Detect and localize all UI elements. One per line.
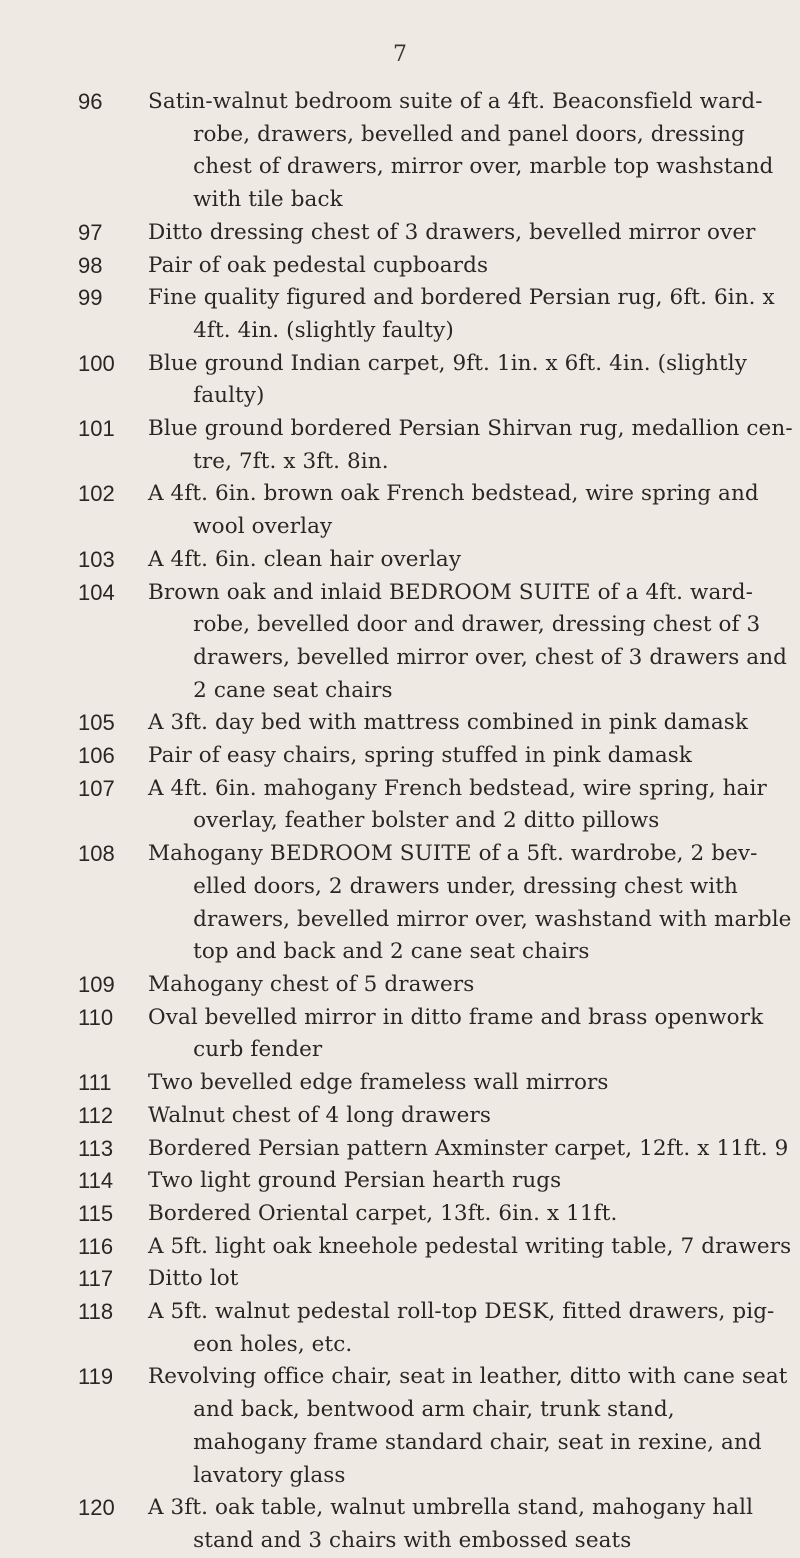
lot-114 <box>78 1165 793 1198</box>
lot-description: Mahogany chest of 5 drawers <box>148 971 475 997</box>
lot-number: 117 <box>78 1266 114 1292</box>
lot-description: A 3ft. day bed with mattress combined in pink damask <box>148 710 749 736</box>
lot-number: 111 <box>78 1070 112 1096</box>
lot-111 <box>78 1067 793 1100</box>
lot-number: 106 <box>78 743 115 769</box>
lot-113 <box>78 1133 793 1166</box>
lot-number: 118 <box>78 1299 114 1325</box>
lot-number: 98 <box>78 252 103 278</box>
lot-104 <box>78 577 793 708</box>
lot-description: Pair of easy chairs, spring stuffed in pink damask <box>148 743 693 769</box>
lot-description: Two bevelled edge frameless wall mirrors <box>148 1070 609 1096</box>
lot-99 <box>78 282 793 347</box>
lot-description: Walnut chest of 4 long drawers <box>148 1102 492 1128</box>
lot-number: 107 <box>78 775 115 801</box>
lot-number: 101 <box>78 416 115 442</box>
lot-description: A 5ft. walnut pedestal roll-top DESK, fitted drawers, pig- eon holes, etc. <box>148 1299 775 1357</box>
lot-number: 110 <box>78 1004 114 1030</box>
lot-117 <box>78 1263 793 1296</box>
lot-103 <box>78 544 793 577</box>
lot-118 <box>78 1296 793 1361</box>
lot-description: Fine quality figured and bordered Persian rug, 6ft. 6in. x 4ft. 4in. (slightly faulty) <box>148 285 775 343</box>
lot-number: 96 <box>78 89 103 114</box>
lot-description: Blue ground bordered Persian Shirvan rug, medallion cen- tre, 7ft. x 3ft. 8in. <box>148 416 793 474</box>
lot-number: 105 <box>78 710 115 736</box>
lot-description: Ditto lot <box>148 1266 239 1292</box>
lot-description: A 4ft. 6in. mahogany French bedstead, wire spring, hair overlay, feather bolster and 2 ditto pillows <box>148 775 767 834</box>
lot-description: Bordered Oriental carpet, 13ft. 6in. x 11ft. <box>148 1200 618 1226</box>
lot-97 <box>78 217 793 250</box>
lot-description: A 4ft. 6in. clean hair overlay <box>148 546 462 572</box>
lot-107 <box>78 773 793 838</box>
lot-description: A 5ft. light oak kneehole pedestal writing table, 7 drawers <box>148 1233 792 1259</box>
lot-description: Ditto dressing chest of 3 drawers, bevelled mirror over <box>148 219 756 245</box>
lot-109 <box>78 969 793 1002</box>
lot-description: Satin-walnut bedroom suite of a 4ft. Beaconsfield ward- robe, drawers, bevelled and panel doors, dressing chest of drawers, mirror over, marble top washstand with tile back <box>148 89 774 213</box>
lot-108 <box>78 838 793 969</box>
lot-list <box>78 86 793 1558</box>
lot-description: Blue ground Indian carpet, 9ft. 1in. x 6ft. 4in. (slightly faulty) <box>148 350 748 409</box>
lot-number: 112 <box>78 1102 114 1128</box>
lot-120 <box>78 1492 793 1557</box>
lot-description: A 3ft. oak table, walnut umbrella stand, mahogany hall stand and 3 chairs with embossed seats <box>148 1495 754 1553</box>
lot-number: 109 <box>78 971 115 997</box>
lot-number: 114 <box>78 1168 114 1194</box>
lot-number: 108 <box>78 841 115 867</box>
lot-number: 115 <box>78 1200 114 1226</box>
lot-description: Oval bevelled mirror in ditto frame and brass openwork curb fender <box>148 1004 764 1063</box>
lot-number: 113 <box>78 1135 114 1161</box>
lot-96 <box>78 86 793 217</box>
lot-105 <box>78 707 793 740</box>
lot-description: Brown oak and inlaid BEDROOM SUITE of a 4ft. ward- robe, bevelled door and drawer, dressing chest of 3 drawers, bevelled mirror over, chest of 3 drawers and 2 cane seat chairs <box>148 579 788 703</box>
lot-116 <box>78 1231 793 1264</box>
lot-description: Pair of oak pedestal cupboards <box>148 252 489 278</box>
lot-number: 100 <box>78 350 115 376</box>
lot-101 <box>78 413 793 478</box>
lot-number: 116 <box>78 1233 114 1259</box>
lot-115 <box>78 1198 793 1231</box>
lot-119 <box>78 1361 793 1492</box>
lot-description: Revolving office chair, seat in leather, ditto with cane seat and back, bentwood arm chair, trunk stand, mahogany frame standard chair, seat in rexine, and lavatory glass <box>148 1364 788 1488</box>
lot-110 <box>78 1002 793 1067</box>
lot-112 <box>78 1100 793 1133</box>
lot-number: 120 <box>78 1495 115 1521</box>
lot-number: 119 <box>78 1364 114 1390</box>
lot-number: 104 <box>78 579 115 605</box>
lot-100 <box>78 348 793 413</box>
lot-number: 102 <box>78 481 115 507</box>
lot-description: Mahogany BEDROOM SUITE of a 5ft. wardrobe, 2 bev- elled doors, 2 drawers under, dressing chest with drawers, bevelled mirror over, washstand with marble top and back and 2 cane seat chairs <box>148 841 792 965</box>
lot-description: Bordered Persian pattern Axminster carpet, 12ft. x 11ft. 9 <box>148 1135 789 1161</box>
lot-102 <box>78 478 793 543</box>
lot-number: 103 <box>78 546 115 572</box>
lot-98 <box>78 250 793 283</box>
lot-description: A 4ft. 6in. brown oak French bedstead, wire spring and wool overlay <box>148 481 759 540</box>
lot-106 <box>78 740 793 773</box>
lot-description: Two light ground Persian hearth rugs <box>148 1168 562 1194</box>
page-number: 7 <box>393 42 407 67</box>
lot-number: 99 <box>78 285 103 311</box>
lot-number: 97 <box>78 219 103 245</box>
